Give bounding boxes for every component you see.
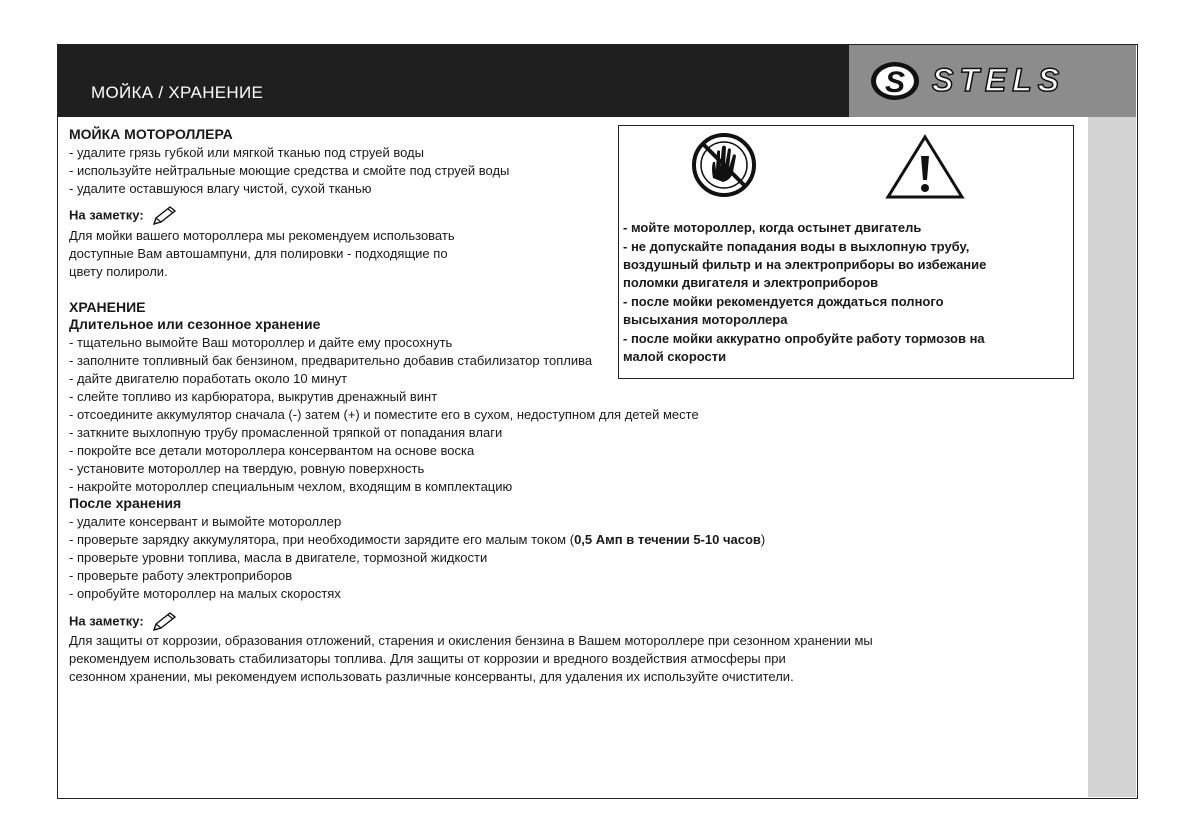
warning-line: воздушный фильтр и на электроприборы во избежание xyxy=(623,257,987,272)
washing-item: - удалите грязь губкой или мягкой тканью под струей воды xyxy=(69,145,424,160)
brand-logo-panel xyxy=(849,45,1136,117)
manual-page xyxy=(57,44,1138,799)
washing-note-heading xyxy=(69,205,179,227)
warning-box xyxy=(618,125,1074,379)
storage-subheading: Длительное или сезонное хранение xyxy=(69,316,321,332)
storage-heading: ХРАНЕНИЕ xyxy=(69,299,146,315)
warning-line: малой скорости xyxy=(623,349,727,364)
storage-item: - тщательно вымойте Ваш мотороллер и дайте ему просохнуть xyxy=(69,335,453,350)
storage-note-line: рекомендуем использовать стабилизаторы топлива. Для защиты от коррозии и вредного воздействия атмосферы при xyxy=(69,651,786,666)
storage-note-label: На заметку: xyxy=(69,613,144,629)
storage-item: - дайте двигателю поработать около 10 минут xyxy=(69,371,348,386)
storage-item: - накройте мотороллер специальным чехлом, входящим в комплектацию xyxy=(69,479,513,494)
storage-item: - заполните топливный бак бензином, предварительно добавив стабилизатор топлива xyxy=(69,353,593,368)
warning-line: высыхания мотороллера xyxy=(623,312,788,327)
after-storage-item: - опробуйте мотороллер на малых скоростях xyxy=(69,586,341,601)
washing-item: - используйте нейтральные моющие средства и смойте под струей воды xyxy=(69,163,510,178)
logo-letter: S xyxy=(884,66,906,99)
after-storage-heading: После хранения xyxy=(69,495,182,511)
warning-line: - после мойки аккуратно опробуйте работу тормозов на xyxy=(623,331,985,346)
storage-item: - заткните выхлопную трубу промасленной тряпкой от попадания влаги xyxy=(69,425,503,440)
washing-heading: МОЙКА МОТОРОЛЛЕРА xyxy=(69,126,233,142)
warning-line: поломки двигателя и электроприборов xyxy=(623,275,879,290)
battery-check-suffix: ) xyxy=(760,532,766,547)
battery-check-prefix: - проверьте зарядку аккумулятора, при необходимости зарядите его малым током ( xyxy=(69,532,575,547)
battery-check-line xyxy=(69,531,765,548)
battery-charge-spec: 0,5 Амп в течении 5-10 часов xyxy=(574,532,761,547)
storage-item: - отсоедините аккумулятор сначала (-) затем (+) и поместите его в сухом, недоступном для детей месте xyxy=(69,407,699,422)
right-sidebar-strip xyxy=(1088,117,1136,797)
prohibition-hand-icon xyxy=(691,132,757,198)
after-storage-item: - удалите консервант и вымойте мотороллер xyxy=(69,514,342,529)
warning-line: - не допускайте попадания воды в выхлопную трубу, xyxy=(623,239,970,254)
storage-note-line: сезонном хранении, мы рекомендуем использовать различные консерванты, для удаления их используйте очистители. xyxy=(69,669,794,684)
washing-note-label: На заметку: xyxy=(69,207,144,223)
storage-item: - слейте топливо из карбюратора, выкрутив дренажный винт xyxy=(69,389,438,404)
stels-s-logo-icon xyxy=(869,60,921,102)
storage-note-heading xyxy=(69,611,179,633)
brand-logo-text: STELS xyxy=(932,62,1066,98)
page-content xyxy=(58,117,1088,797)
washing-note-line: цвету полироли. xyxy=(69,264,168,279)
washing-item: - удалите оставшуюся влагу чистой, сухой тканью xyxy=(69,181,372,196)
after-storage-item: - проверьте уровни топлива, масла в двигателе, тормозной жидкости xyxy=(69,550,488,565)
storage-item: - покройте все детали мотороллера консервантом на основе воска xyxy=(69,443,475,458)
after-storage-item: - проверьте работу электроприборов xyxy=(69,568,293,583)
warning-line: - мойте мотороллер, когда остынет двигатель xyxy=(623,220,922,235)
page-header xyxy=(58,45,1136,117)
storage-item: - установите мотороллер на твердую, ровную поверхность xyxy=(69,461,425,476)
storage-note-line: Для защиты от коррозии, образования отложений, старения и окисления бензина в Вашем мотороллере при сезонном хранении мы xyxy=(69,633,873,648)
warning-triangle-icon xyxy=(885,134,965,200)
page-title: МОЙКА / ХРАНЕНИЕ xyxy=(91,83,264,102)
warning-line: - после мойки рекомендуется дождаться полного xyxy=(623,294,944,309)
washing-note-line: доступные Вам автошампуни, для полировки - подходящие по xyxy=(69,246,448,261)
pencil-icon xyxy=(151,205,179,227)
washing-note-line: Для мойки вашего мотороллера мы рекомендуем использовать xyxy=(69,228,455,243)
pencil-icon xyxy=(151,611,179,633)
